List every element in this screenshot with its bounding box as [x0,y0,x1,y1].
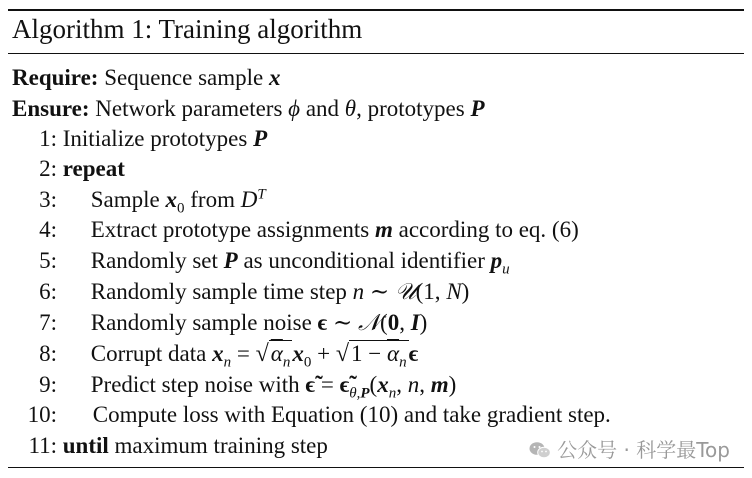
step-number: 11: [28,433,57,458]
step-text: Randomly set [90,248,224,273]
sqrt-alpha: $√\alpha_n$ [255,341,291,371]
ensure-label: Ensure: [12,96,90,121]
step-text: Randomly sample time step [90,279,353,304]
algorithm-title: Algorithm 1: Training algorithm [12,14,363,44]
watermark [529,434,730,463]
top-rule [8,9,744,11]
step-text: Predict step noise with [90,372,306,397]
require-line [12,64,280,92]
step-number: 8: [39,341,57,366]
math-sub-0: 0 [177,200,185,217]
math-n: n [352,279,365,304]
step-number: 1: [39,126,57,151]
math-phi: ϕ [288,96,301,121]
step-text-2: according to eq. (6) [392,217,579,242]
step-2 [12,155,125,183]
keyword-repeat: repeat [62,156,125,181]
math-normal: 𝒩 [358,310,381,336]
math-P: P [470,96,485,121]
step-text: Initialize prototypes [62,126,254,151]
step-8: 8: Corrupt data $x_n = √\alpha_nx_0 + √1 - \overline{\alpha}_n\epsilon$ [12,340,418,368]
math-x: x [268,65,281,90]
math-P: P [223,248,238,273]
sqrt-one-minus-alpha: $√1 - \overline{\alpha}_n$ [335,341,407,371]
require-label: Require: [12,65,99,90]
step-number: 5: [39,248,57,273]
step-number: 7: [39,310,57,335]
step-number: 3: [39,187,57,212]
step-number: 10: [27,402,57,427]
step-text-2: from [184,187,241,212]
ensure-text: Network parameters [95,96,289,121]
step-5 [12,247,510,278]
math-sup-T: T [257,186,266,203]
step-10 [12,401,611,429]
math-p: p [490,248,503,273]
math-D: D [240,187,258,212]
bottom-rule [8,467,744,468]
step-number: 2: [39,156,57,181]
math-theta: θ [344,96,357,121]
step-number: 9: [39,372,57,397]
math-epsilon: ϵ [317,310,328,335]
step-number: 6: [39,279,57,304]
step-text: Extract prototype assignments [90,217,375,242]
require-text: Sequence sample [104,65,269,90]
step-4 [12,216,579,244]
step-number: 4: [39,217,57,242]
wechat-icon [529,441,551,459]
step-text: Corrupt data [90,341,213,366]
step-11 [12,432,328,460]
step-text: Sample [90,187,166,212]
title-rule [8,53,744,54]
step-text-2: as unconditional identifier [237,248,491,273]
math-x0: x [165,187,177,212]
step-3 [12,186,266,217]
step-text: Compute loss with Equation (10) and take gradient step. [92,402,611,427]
step-1 [12,125,267,153]
math-U: 𝒰 [394,279,416,305]
math-P: P [253,126,268,151]
math-N: N [446,279,462,304]
ensure-and: and [300,96,345,121]
watermark-text: 公众号 · 科学最Top [557,438,730,462]
math-sub-u: u [502,261,510,278]
ensure-line [12,95,485,123]
step-text: maximum training step [108,433,328,458]
step-text: Randomly sample noise [90,310,318,335]
step-9: 9: Predict step noise with ϵ̃ = $\epsiloñ_{\theta,P}(x_n$, n, m) [12,371,456,399]
math-m: m [375,217,393,242]
step-7: 7: Randomly sample noise ϵ ∼ 𝒩(0, I) [12,309,427,337]
ensure-proto: , prototypes [356,96,471,121]
keyword-until: until [62,433,109,458]
step-6: 6: Randomly sample time step n ∼ 𝒰(1, N) [12,278,469,306]
